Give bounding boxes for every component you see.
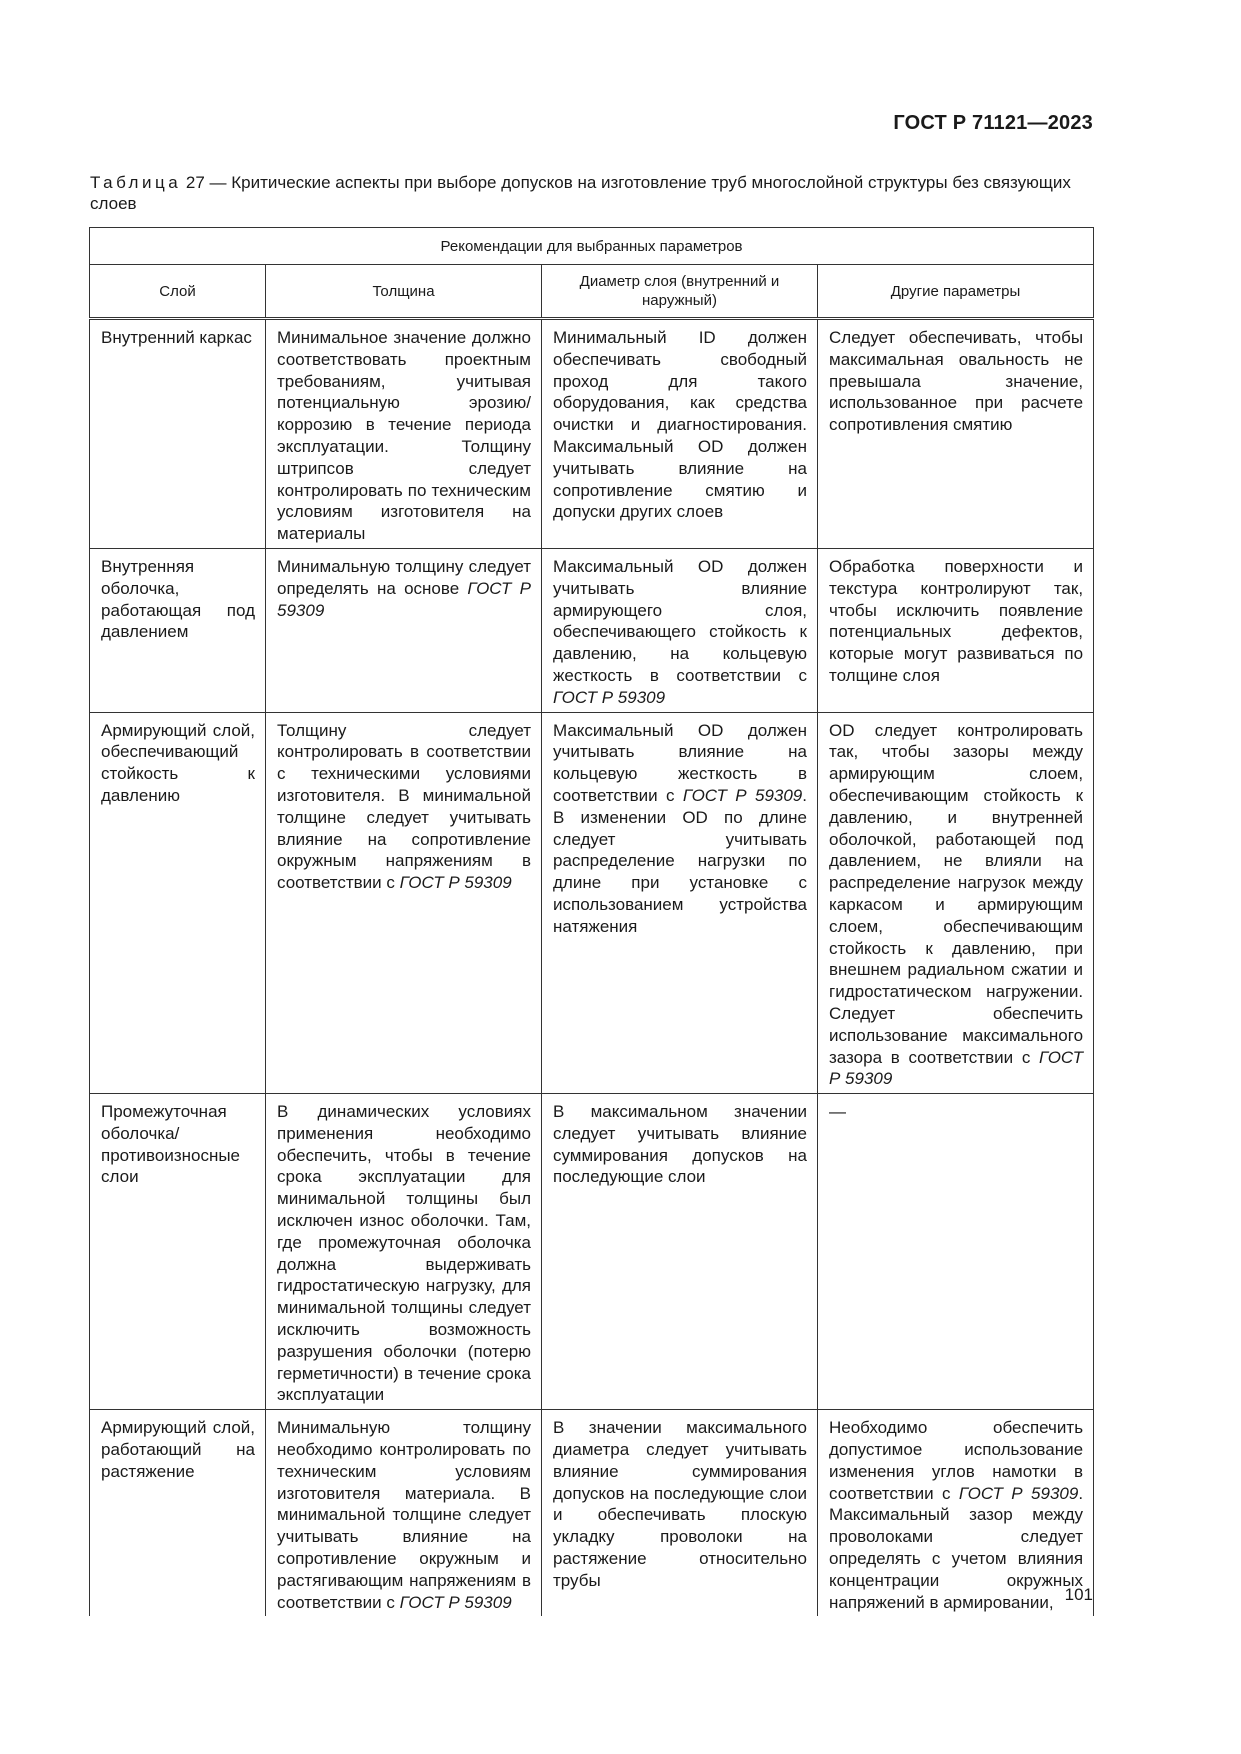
cell-thickness: Толщину следует контролировать в соответствии с техническими условиями изготовителя. В минимальной толщине следует учитывать влияние на сопротивление окружным напряжениям в соответствии с ГОСТ Р 59309 [266, 712, 542, 1094]
cell-other: — [818, 1094, 1094, 1410]
cell-layer: Армирующий слой, обеспечивающий стойкость к давлению [90, 712, 266, 1094]
cell-thickness: Минимальную толщину следует определять на основе ГОСТ Р 59309 [266, 548, 542, 712]
cell-other: Обработка поверхности и текстура контролируют так, чтобы исключить появление потенциальных дефектов, которые могут развиваться по толщине слоя [818, 548, 1094, 712]
standard-reference: ГОСТ Р 59309 [682, 785, 803, 805]
column-header-layer: Слой [90, 265, 266, 319]
cell-thickness: В динамических условиях применения необходимо обеспечить, чтобы в течение срока эксплуатации для минимальной толщины был исключен износ оболочки. Там, где промежуточная оболочка должна выдерживать гидростатическую нагрузку, для минимальной толщины следует исключить возможность разрушения оболочки (потерю герметичности) в течение срока эксплуатации [266, 1094, 542, 1410]
standard-reference: ГОСТ Р 59309 [829, 1047, 1084, 1089]
standard-reference: ГОСТ Р 59309 [277, 578, 531, 620]
tolerances-table [89, 227, 1094, 1616]
table-row [90, 712, 1094, 1094]
cell-thickness: Минимальное значение должно соответствовать проектным требованиям, учитывая потенциальную эрозию/коррозию в течение периода эксплуатации. Толщину штрипсов следует контролировать по техническим условиям изготовителя на материалы [266, 319, 542, 549]
table-row [90, 1410, 1094, 1617]
cell-layer: Армирующий слой, работающий на растяжение [90, 1410, 266, 1617]
standard-reference: ГОСТ Р 59309 [399, 1592, 512, 1612]
standard-reference: ГОСТ Р 59309 [553, 687, 666, 707]
table-row [90, 1094, 1094, 1410]
caption-text: 27 — Критические аспекты при выборе допусков на изготовление труб многослойной структуры без связующих слоев [90, 173, 1071, 213]
document-code: ГОСТ Р 71121—2023 [893, 112, 1093, 134]
caption-prefix: Таблица [90, 173, 182, 192]
cell-diameter: В значении максимального диаметра следует учитывать влияние суммирования допусков на последующие слои и обеспечивать плоскую укладку проволоки на растяжение относительно трубы [542, 1410, 818, 1617]
standard-reference: ГОСТ Р 59309 [399, 873, 512, 893]
cell-diameter: Максимальный OD должен учитывать влияние на кольцевую жесткость в соответствии с ГОСТ Р 59309. В изменении OD по длине следует учитывать распределение нагрузки по длине при установке с использованием устройства натяжения [542, 712, 818, 1094]
group-header: Рекомендации для выбранных параметров [90, 228, 1094, 265]
cell-diameter: В максимальном значении следует учитывать влияние суммирования допусков на последующие слои [542, 1094, 818, 1410]
table-row [90, 319, 1094, 549]
cell-other: OD следует контролировать так, чтобы зазоры между армирующим слоем, обеспечивающим стойкость к давлению, и внутренней оболочкой, работающей под давлением, не влияли на распределение нагрузок между каркасом и армирующим слоем, обеспечивающим стойкость к давлению, при внешнем радиальном сжатии и гидростатическом нагружении. Следует обеспечить использование максимального зазора в соответствии с ГОСТ Р 59309 [818, 712, 1094, 1094]
column-header-thickness: Толщина [266, 265, 542, 319]
page-number: 101 [1064, 1585, 1093, 1604]
cell-layer: Внутренний каркас [90, 319, 266, 549]
cell-other: Следует обеспечивать, чтобы максимальная овальность не превышала значение, использованное при расчете сопротивления смятию [818, 319, 1094, 549]
table-row [90, 548, 1094, 712]
cell-other: Необходимо обеспечить допустимое использование изменения углов намотки в соответствии с ГОСТ Р 59309. Максимальный зазор между проволоками следует определять с учетом влияния концентрации окружных напряжений в армировании, [818, 1410, 1094, 1617]
cell-thickness: Минимальную толщину необходимо контролировать по техническим условиям изготовителя материала. В минимальной толщине следует учитывать влияние на сопротивление окружным и растягивающим напряжениям в соответствии с ГОСТ Р 59309 [266, 1410, 542, 1617]
cell-diameter: Минимальный ID должен обеспечивать свободный проход для такого оборудования, как средства очистки и диагностирования. Максимальный OD должен учитывать влияние на сопротивление смятию и допуски других слоев [542, 319, 818, 549]
column-header-diameter: Диаметр слоя (внутренний и наружный) [542, 265, 818, 319]
standard-reference: ГОСТ Р 59309 [958, 1483, 1079, 1503]
column-header-other: Другие параметры [818, 265, 1094, 319]
cell-layer: Промежуточная оболочка/противоизносные слои [90, 1094, 266, 1410]
cell-layer: Внутренняя оболочка, работающая под давлением [90, 548, 266, 712]
cell-diameter: Максимальный OD должен учитывать влияние армирующего слоя, обеспечивающего стойкость к давлению, на кольцевую жесткость в соответствии с ГОСТ Р 59309 [542, 548, 818, 712]
table-caption [90, 172, 1093, 214]
